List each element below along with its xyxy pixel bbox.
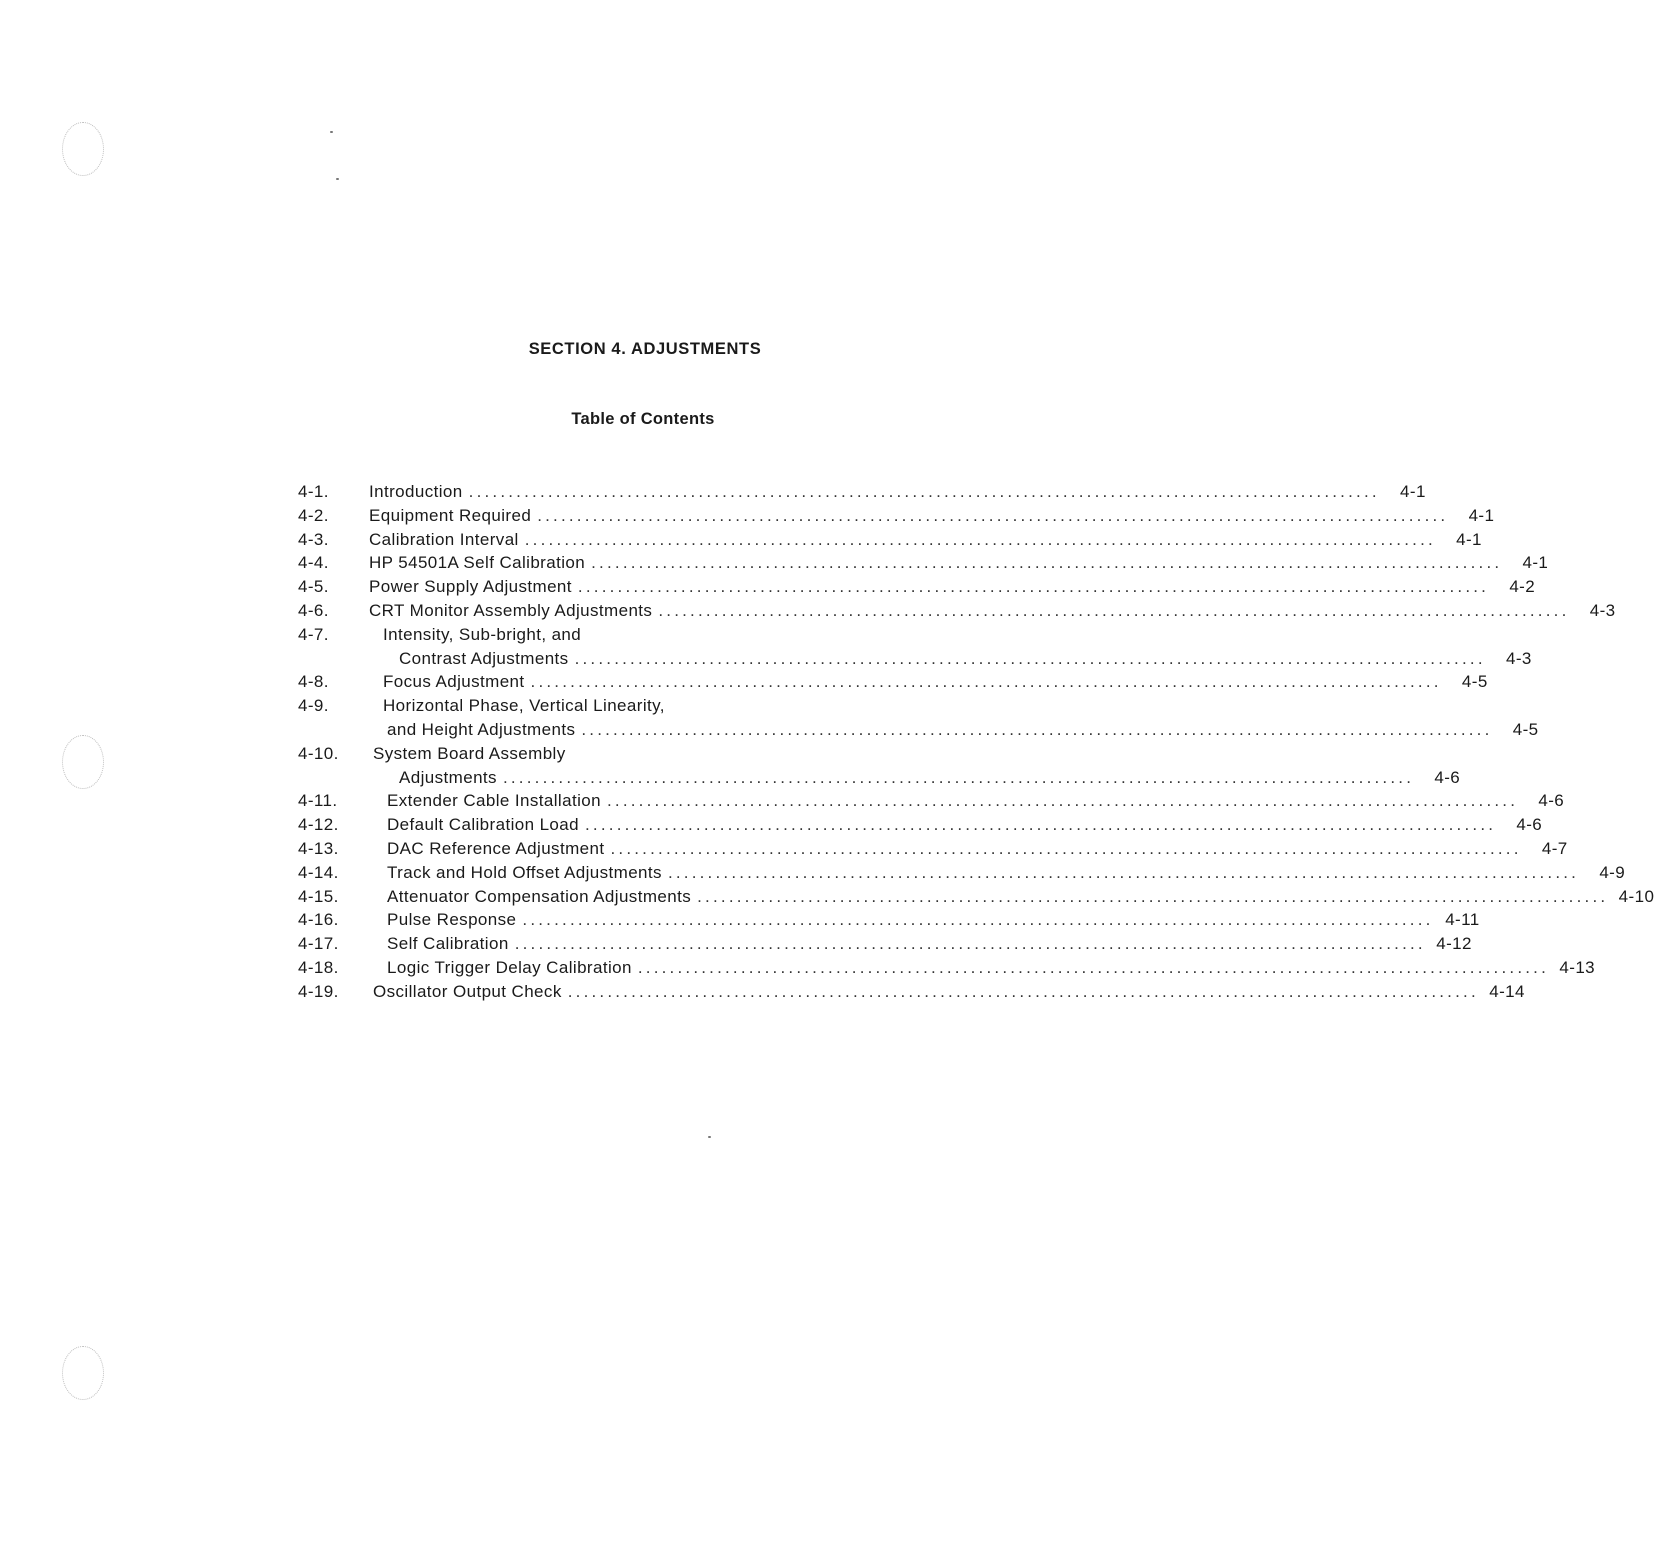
toc-page: 4-12 xyxy=(1436,934,1472,954)
toc-page: 4-6 xyxy=(1538,791,1565,811)
toc-entry-title: Logic Trigger Delay Calibration xyxy=(387,956,638,980)
binder-hole-top xyxy=(62,122,104,176)
toc-entry-title: Intensity, Sub-bright, and xyxy=(383,623,587,647)
toc-entry-title: System Board Assembly xyxy=(373,742,572,766)
toc-number: 4-19. xyxy=(298,981,339,1001)
toc-row[interactable]: 4-12. Default Calibration Load ................................................................................................................... 4-6 xyxy=(298,813,998,837)
toc-row[interactable]: 4-6. CRT Monitor Assembly Adjustments ................................................................................................................... 4-3 xyxy=(298,599,998,623)
toc-entry-title: Extender Cable Installation xyxy=(387,789,607,813)
binder-hole-middle xyxy=(62,735,104,789)
scan-speck xyxy=(336,178,339,180)
toc-entry-title: Horizontal Phase, Vertical Linearity, xyxy=(383,694,671,718)
toc-number: 4-18. xyxy=(298,957,339,977)
toc-number: 4-5. xyxy=(298,577,329,597)
toc-number: 4-13. xyxy=(298,838,339,858)
toc-row[interactable]: 4-8. Focus Adjustment ................................................................................................................... 4-5 xyxy=(298,670,998,694)
toc-page: 4-1 xyxy=(1456,529,1482,549)
toc-entry-title: DAC Reference Adjustment xyxy=(387,837,610,861)
section-title: SECTION 4. ADJUSTMENTS xyxy=(528,340,762,358)
toc-row[interactable]: 4-16. Pulse Response ................................................................................................................... 4-11 xyxy=(298,908,998,932)
scan-speck xyxy=(708,1136,711,1138)
toc-page: 4-7 xyxy=(1541,838,1568,858)
toc-row[interactable]: 4-18. Logic Trigger Delay Calibration ................................................................................................................... 4-13 xyxy=(298,956,998,980)
toc-number: 4-12. xyxy=(298,815,339,835)
toc-entry-title: Pulse Response xyxy=(387,908,522,932)
toc-entry-title: Oscillator Output Check xyxy=(373,980,568,1004)
toc-entry-title: Track and Hold Offset Adjustments xyxy=(387,861,668,885)
toc-number: 4-9. xyxy=(298,696,329,716)
toc-page: 4-3 xyxy=(1589,600,1616,620)
toc-number: 4-2. xyxy=(298,505,329,525)
toc-row[interactable] xyxy=(298,623,998,647)
toc-row[interactable]: 4-2. Equipment Required ................................................................................................................... 4-1 xyxy=(298,504,998,528)
toc-number: 4-6. xyxy=(298,600,329,620)
toc-row[interactable]: 4-15. Attenuator Compensation Adjustments ................................................................................................................... 4-10 xyxy=(298,885,998,909)
toc-page: 4-1 xyxy=(1468,505,1495,525)
toc-row[interactable]: 4-3. Calibration Interval ................................................................................................................... 4-1 xyxy=(298,528,998,552)
toc-number: 4-3. xyxy=(298,529,329,549)
toc-page: 4-13 xyxy=(1559,957,1596,977)
toc-title: Table of Contents xyxy=(571,410,715,428)
toc-entry-title-continued: Contrast Adjustments xyxy=(399,647,575,671)
toc-number: 4-15. xyxy=(298,886,339,906)
toc-entry-title: Calibration Interval xyxy=(369,528,525,552)
toc-row[interactable]: 4-13. DAC Reference Adjustment ................................................................................................................... 4-7 xyxy=(298,837,998,861)
toc-row-continuation[interactable]: Contrast Adjustments ................................................................................................................... 4-3 xyxy=(298,647,998,671)
toc-page: 4-1 xyxy=(1400,482,1426,501)
toc-number: 4-11. xyxy=(298,791,338,811)
toc-page: 4-11 xyxy=(1445,910,1480,930)
toc-page: 4-3 xyxy=(1505,648,1532,668)
toc-number: 4-8. xyxy=(298,672,329,692)
toc-row-continuation[interactable]: and Height Adjustments ................................................................................................................... 4-5 xyxy=(298,718,998,742)
toc-number: 4-17. xyxy=(298,934,339,954)
toc-row[interactable]: 4-4. HP 54501A Self Calibration ................................................................................................................... 4-1 xyxy=(298,551,998,575)
toc-entry-title-continued: and Height Adjustments xyxy=(387,718,581,742)
table-of-contents xyxy=(298,480,1654,1004)
toc-number: 4-16. xyxy=(298,910,339,930)
toc-entry-title: Power Supply Adjustment xyxy=(369,575,578,599)
scan-speck xyxy=(330,131,333,133)
toc-page: 4-1 xyxy=(1522,553,1549,573)
toc-page: 4-6 xyxy=(1516,815,1543,835)
toc-row[interactable]: 4-11. Extender Cable Installation ................................................................................................................... 4-6 xyxy=(298,789,998,813)
toc-entry-title: Focus Adjustment xyxy=(383,670,531,694)
toc-entry-title: Self Calibration xyxy=(387,932,515,956)
toc-row[interactable]: 4-17. Self Calibration ................................................................................................................... 4-12 xyxy=(298,932,998,956)
toc-page: 4-10 xyxy=(1618,886,1654,906)
binder-hole-bottom xyxy=(62,1346,104,1400)
toc-number: 4-1. xyxy=(298,482,329,501)
toc-page: 4-2 xyxy=(1509,577,1536,597)
toc-page: 4-9 xyxy=(1599,862,1626,882)
toc-entry-title: Default Calibration Load xyxy=(387,813,585,837)
toc-number: 4-14. xyxy=(298,862,339,882)
toc-entry-title-continued: Adjustments xyxy=(399,766,503,790)
toc-entry-title: HP 54501A Self Calibration xyxy=(369,551,591,575)
toc-entry-title: Introduction xyxy=(369,480,469,504)
toc-row-continuation[interactable]: Adjustments ................................................................................................................... 4-6 xyxy=(298,766,998,790)
toc-row[interactable] xyxy=(298,742,998,766)
toc-row[interactable]: 4-19. Oscillator Output Check ................................................................................................................... 4-14 xyxy=(298,980,998,1004)
toc-entry-title: Attenuator Compensation Adjustments xyxy=(387,885,697,909)
toc-number: 4-4. xyxy=(298,553,329,573)
toc-row[interactable] xyxy=(298,694,998,718)
toc-row[interactable]: 4-5. Power Supply Adjustment ................................................................................................................... 4-2 xyxy=(298,575,998,599)
toc-page: 4-5 xyxy=(1512,719,1539,739)
toc-page: 4-14 xyxy=(1489,981,1525,1001)
toc-page: 4-5 xyxy=(1461,672,1488,692)
toc-number: 4-7. xyxy=(298,624,329,644)
toc-number: 4-10. xyxy=(298,743,339,763)
toc-entry-title: CRT Monitor Assembly Adjustments xyxy=(369,599,658,623)
toc-entry-title: Equipment Required xyxy=(369,504,537,528)
toc-page: 4-6 xyxy=(1434,767,1461,787)
toc-row[interactable]: 4-14. Track and Hold Offset Adjustments ................................................................................................................... 4-9 xyxy=(298,861,998,885)
toc-row[interactable]: 4-1. Introduction ................................................................................................................... 4-1 xyxy=(298,480,998,504)
